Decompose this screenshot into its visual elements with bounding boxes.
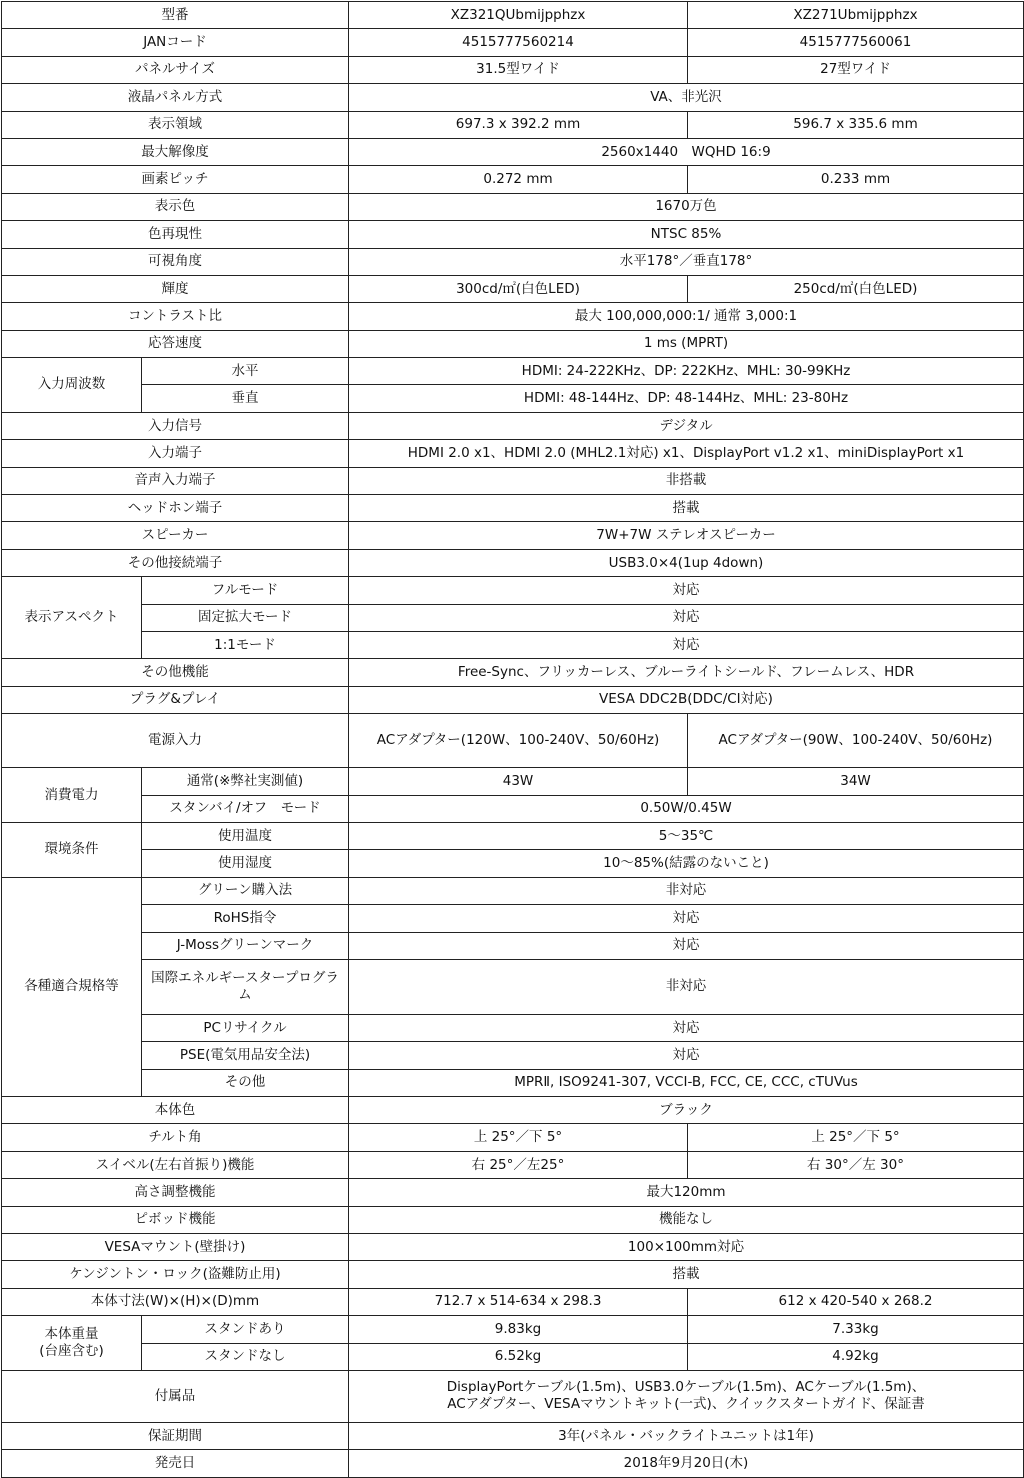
label-swivel: スイベル(左右首振り)機能 <box>2 1151 349 1178</box>
row-std-energystar <box>2 959 1024 1014</box>
label-input-freq-h: 水平 <box>142 358 349 385</box>
other-ports-value: USB3.0×4(1up 4down) <box>349 549 1024 576</box>
label-std-pse: PSE(電気用品安全法) <box>142 1042 349 1069</box>
row-panel-size <box>2 56 1024 83</box>
input-freq-h-value: HDMI: 24-222KHz、DP: 222KHz、MHL: 30-99KHz <box>349 358 1024 385</box>
accessories-line1: DisplayPortケーブル(1.5m)、USB3.0ケーブル(1.5m)、ACケーブル(1.5m)、 <box>446 1379 926 1396</box>
row-plug-play <box>2 686 1024 713</box>
row-viewing-angle <box>2 248 1024 275</box>
row-accessories <box>2 1370 1024 1422</box>
label-other-ports: その他接続端子 <box>2 549 349 576</box>
row-color-gamut <box>2 221 1024 248</box>
row-audio-in <box>2 467 1024 494</box>
label-contrast: コントラスト比 <box>2 303 349 330</box>
row-input-freq-v <box>2 385 1024 412</box>
label-power-normal: 通常(※弊社実測値) <box>142 768 349 795</box>
row-headphone <box>2 495 1024 522</box>
row-input-ports <box>2 440 1024 467</box>
label-input-freq: 入力周波数 <box>2 358 142 413</box>
power-normal-b: 34W <box>688 768 1024 795</box>
row-colors <box>2 193 1024 220</box>
row-weight-without <box>2 1343 1024 1370</box>
label-max-resolution: 最大解像度 <box>2 138 349 165</box>
label-aspect-one: 1:1モード <box>142 631 349 658</box>
row-vesa <box>2 1234 1024 1261</box>
brightness-a: 300cd/㎡(白色LED) <box>349 275 688 302</box>
label-weight-with: スタンドあり <box>142 1316 349 1343</box>
row-weight-with <box>2 1316 1024 1343</box>
aspect-one-value: 対応 <box>349 631 1024 658</box>
row-tilt <box>2 1124 1024 1151</box>
std-green-value: 非対応 <box>349 877 1024 904</box>
display-area-b: 596.7 x 335.6 mm <box>688 111 1024 138</box>
row-std-rohs <box>2 905 1024 932</box>
row-response <box>2 330 1024 357</box>
panel-size-b: 27型ワイド <box>688 56 1024 83</box>
label-release: 発売日 <box>2 1450 349 1477</box>
label-std-pcrecycle: PCリサイクル <box>142 1014 349 1041</box>
tilt-b: 上 25°／下 5° <box>688 1124 1024 1151</box>
max-resolution-value: 2560x1440 WQHD 16:9 <box>349 138 1024 165</box>
headphone-value: 搭載 <box>349 495 1024 522</box>
accessories-line2: ACアダプター、VESAマウントキット(一式)、クイックスタートガイド、保証書 <box>447 1396 925 1413</box>
label-display-area: 表示領域 <box>2 111 349 138</box>
std-other-value: MPRⅡ, ISO9241-307, VCCI-B, FCC, CE, CCC, cTUVus <box>349 1069 1024 1096</box>
row-other-features <box>2 659 1024 686</box>
release-value: 2018年9月20日(木) <box>349 1450 1024 1477</box>
row-std-other <box>2 1069 1024 1096</box>
row-speaker <box>2 522 1024 549</box>
row-body-color <box>2 1097 1024 1124</box>
spec-table <box>1 1 1024 1478</box>
dimensions-a: 712.7 x 514-634 x 298.3 <box>349 1288 688 1315</box>
row-dimensions <box>2 1288 1024 1315</box>
panel-type-value: VA、非光沢 <box>349 84 1024 111</box>
label-environment: 環境条件 <box>2 822 142 877</box>
row-input-freq-h <box>2 358 1024 385</box>
label-input-freq-v: 垂直 <box>142 385 349 412</box>
label-aspect-fixed: 固定拡大モード <box>142 604 349 631</box>
label-brightness: 輝度 <box>2 275 349 302</box>
label-power-standby: スタンバイ/オフ モード <box>142 795 349 822</box>
row-max-resolution <box>2 138 1024 165</box>
label-input-signal: 入力信号 <box>2 412 349 439</box>
label-env-hum: 使用湿度 <box>142 850 349 877</box>
aspect-fixed-value: 対応 <box>349 604 1024 631</box>
row-other-ports <box>2 549 1024 576</box>
label-weight <box>2 1316 142 1371</box>
pixel-pitch-a: 0.272 mm <box>349 166 688 193</box>
model-a: XZ321QUbmijpphzx <box>349 2 688 29</box>
row-pixel-pitch <box>2 166 1024 193</box>
row-display-area <box>2 111 1024 138</box>
row-kensington <box>2 1261 1024 1288</box>
row-power-normal <box>2 768 1024 795</box>
tilt-a: 上 25°／下 5° <box>349 1124 688 1151</box>
label-std-jmoss: J-Mossグリーンマーク <box>142 932 349 959</box>
label-std-other: その他 <box>142 1069 349 1096</box>
input-signal-value: デジタル <box>349 412 1024 439</box>
color-gamut-value: NTSC 85% <box>349 221 1024 248</box>
label-body-color: 本体色 <box>2 1097 349 1124</box>
weight-with-a: 9.83kg <box>349 1316 688 1343</box>
label-power-consumption: 消費電力 <box>2 768 142 823</box>
label-colors: 表示色 <box>2 193 349 220</box>
power-input-b: ACアダプター(90W、100-240V、50/60Hz) <box>688 714 1024 768</box>
aspect-full-value: 対応 <box>349 577 1024 604</box>
label-standards: 各種適合規格等 <box>2 877 142 1096</box>
row-aspect-one <box>2 631 1024 658</box>
viewing-angle-value: 水平178°／垂直178° <box>349 248 1024 275</box>
power-input-a: ACアダプター(120W、100-240V、50/60Hz) <box>349 714 688 768</box>
label-headphone: ヘッドホン端子 <box>2 495 349 522</box>
row-power-input <box>2 714 1024 768</box>
label-model: 型番 <box>2 2 349 29</box>
label-std-rohs: RoHS指令 <box>142 905 349 932</box>
row-aspect-full <box>2 577 1024 604</box>
label-power-input: 電源入力 <box>2 714 349 768</box>
label-audio-in: 音声入力端子 <box>2 467 349 494</box>
label-weight-without: スタンドなし <box>142 1343 349 1370</box>
contrast-value: 最大 100,000,000:1/ 通常 3,000:1 <box>349 303 1024 330</box>
std-pse-value: 対応 <box>349 1042 1024 1069</box>
label-std-green: グリーン購入法 <box>142 877 349 904</box>
row-aspect-fixed <box>2 604 1024 631</box>
power-standby-value: 0.50W/0.45W <box>349 795 1024 822</box>
row-env-temp <box>2 822 1024 849</box>
row-release <box>2 1450 1024 1477</box>
plug-play-value: VESA DDC2B(DDC/CI対応) <box>349 686 1024 713</box>
display-area-a: 697.3 x 392.2 mm <box>349 111 688 138</box>
label-other-features: その他機能 <box>2 659 349 686</box>
pixel-pitch-b: 0.233 mm <box>688 166 1024 193</box>
warranty-value: 3年(パネル・バックライトユニットは1年) <box>349 1422 1024 1449</box>
label-plug-play: プラグ&プレイ <box>2 686 349 713</box>
label-aspect-full: フルモード <box>142 577 349 604</box>
jan-b: 4515777560061 <box>688 29 1024 56</box>
label-weight-line2: (台座含む) <box>39 1343 104 1360</box>
label-warranty: 保証期間 <box>2 1422 349 1449</box>
row-swivel <box>2 1151 1024 1178</box>
height-adj-value: 最大120mm <box>349 1179 1024 1206</box>
label-response: 応答速度 <box>2 330 349 357</box>
response-value: 1 ms (MPRT) <box>349 330 1024 357</box>
label-aspect: 表示アスペクト <box>2 577 142 659</box>
row-std-pse <box>2 1042 1024 1069</box>
kensington-value: 搭載 <box>349 1261 1024 1288</box>
row-jan <box>2 29 1024 56</box>
model-b: XZ271Ubmijpphzx <box>688 2 1024 29</box>
label-jan: JANコード <box>2 29 349 56</box>
std-rohs-value: 対応 <box>349 905 1024 932</box>
label-dimensions: 本体寸法(W)×(H)×(D)mm <box>2 1288 349 1315</box>
swivel-a: 右 25°／左25° <box>349 1151 688 1178</box>
body-color-value: ブラック <box>349 1097 1024 1124</box>
label-weight-line1: 本体重量 <box>44 1326 99 1343</box>
accessories-value <box>349 1370 1024 1422</box>
row-warranty <box>2 1422 1024 1449</box>
label-height-adj: 高さ調整機能 <box>2 1179 349 1206</box>
row-std-jmoss <box>2 932 1024 959</box>
other-features-value: Free-Sync、フリッカーレス、ブルーライトシールド、フレームレス、HDR <box>349 659 1024 686</box>
speaker-value: 7W+7W ステレオスピーカー <box>349 522 1024 549</box>
row-panel-type <box>2 84 1024 111</box>
row-model <box>2 2 1024 29</box>
brightness-b: 250cd/㎡(白色LED) <box>688 275 1024 302</box>
input-freq-v-value: HDMI: 48-144Hz、DP: 48-144Hz、MHL: 23-80Hz <box>349 385 1024 412</box>
row-env-hum <box>2 850 1024 877</box>
row-std-pcrecycle <box>2 1014 1024 1041</box>
label-pixel-pitch: 画素ピッチ <box>2 166 349 193</box>
row-power-standby <box>2 795 1024 822</box>
input-ports-value: HDMI 2.0 x1、HDMI 2.0 (MHL2.1対応) x1、DisplayPort v1.2 x1、miniDisplayPort x1 <box>349 440 1024 467</box>
vesa-value: 100×100mm対応 <box>349 1234 1024 1261</box>
weight-with-b: 7.33kg <box>688 1316 1024 1343</box>
std-jmoss-value: 対応 <box>349 932 1024 959</box>
label-tilt: チルト角 <box>2 1124 349 1151</box>
row-contrast <box>2 303 1024 330</box>
row-pivot <box>2 1206 1024 1233</box>
env-temp-value: 5～35℃ <box>349 822 1024 849</box>
label-panel-size: パネルサイズ <box>2 56 349 83</box>
label-pivot: ピボッド機能 <box>2 1206 349 1233</box>
label-viewing-angle: 可視角度 <box>2 248 349 275</box>
label-speaker: スピーカー <box>2 522 349 549</box>
dimensions-b: 612 x 420-540 x 268.2 <box>688 1288 1024 1315</box>
label-color-gamut: 色再現性 <box>2 221 349 248</box>
weight-without-b: 4.92kg <box>688 1343 1024 1370</box>
colors-value: 1670万色 <box>349 193 1024 220</box>
label-kensington: ケンジントン・ロック(盗難防止用) <box>2 1261 349 1288</box>
row-std-green <box>2 877 1024 904</box>
label-std-energystar: 国際エネルギースタープログラム <box>142 959 349 1014</box>
pivot-value: 機能なし <box>349 1206 1024 1233</box>
label-panel-type: 液晶パネル方式 <box>2 84 349 111</box>
jan-a: 4515777560214 <box>349 29 688 56</box>
swivel-b: 右 30°／左 30° <box>688 1151 1024 1178</box>
weight-without-a: 6.52kg <box>349 1343 688 1370</box>
row-brightness <box>2 275 1024 302</box>
row-height-adj <box>2 1179 1024 1206</box>
label-accessories: 付属品 <box>2 1370 349 1422</box>
label-env-temp: 使用温度 <box>142 822 349 849</box>
row-input-signal <box>2 412 1024 439</box>
label-vesa: VESAマウント(壁掛け) <box>2 1234 349 1261</box>
env-hum-value: 10～85%(結露のないこと) <box>349 850 1024 877</box>
audio-in-value: 非搭載 <box>349 467 1024 494</box>
std-energystar-value: 非対応 <box>349 959 1024 1014</box>
panel-size-a: 31.5型ワイド <box>349 56 688 83</box>
std-pcrecycle-value: 対応 <box>349 1014 1024 1041</box>
label-input-ports: 入力端子 <box>2 440 349 467</box>
power-normal-a: 43W <box>349 768 688 795</box>
